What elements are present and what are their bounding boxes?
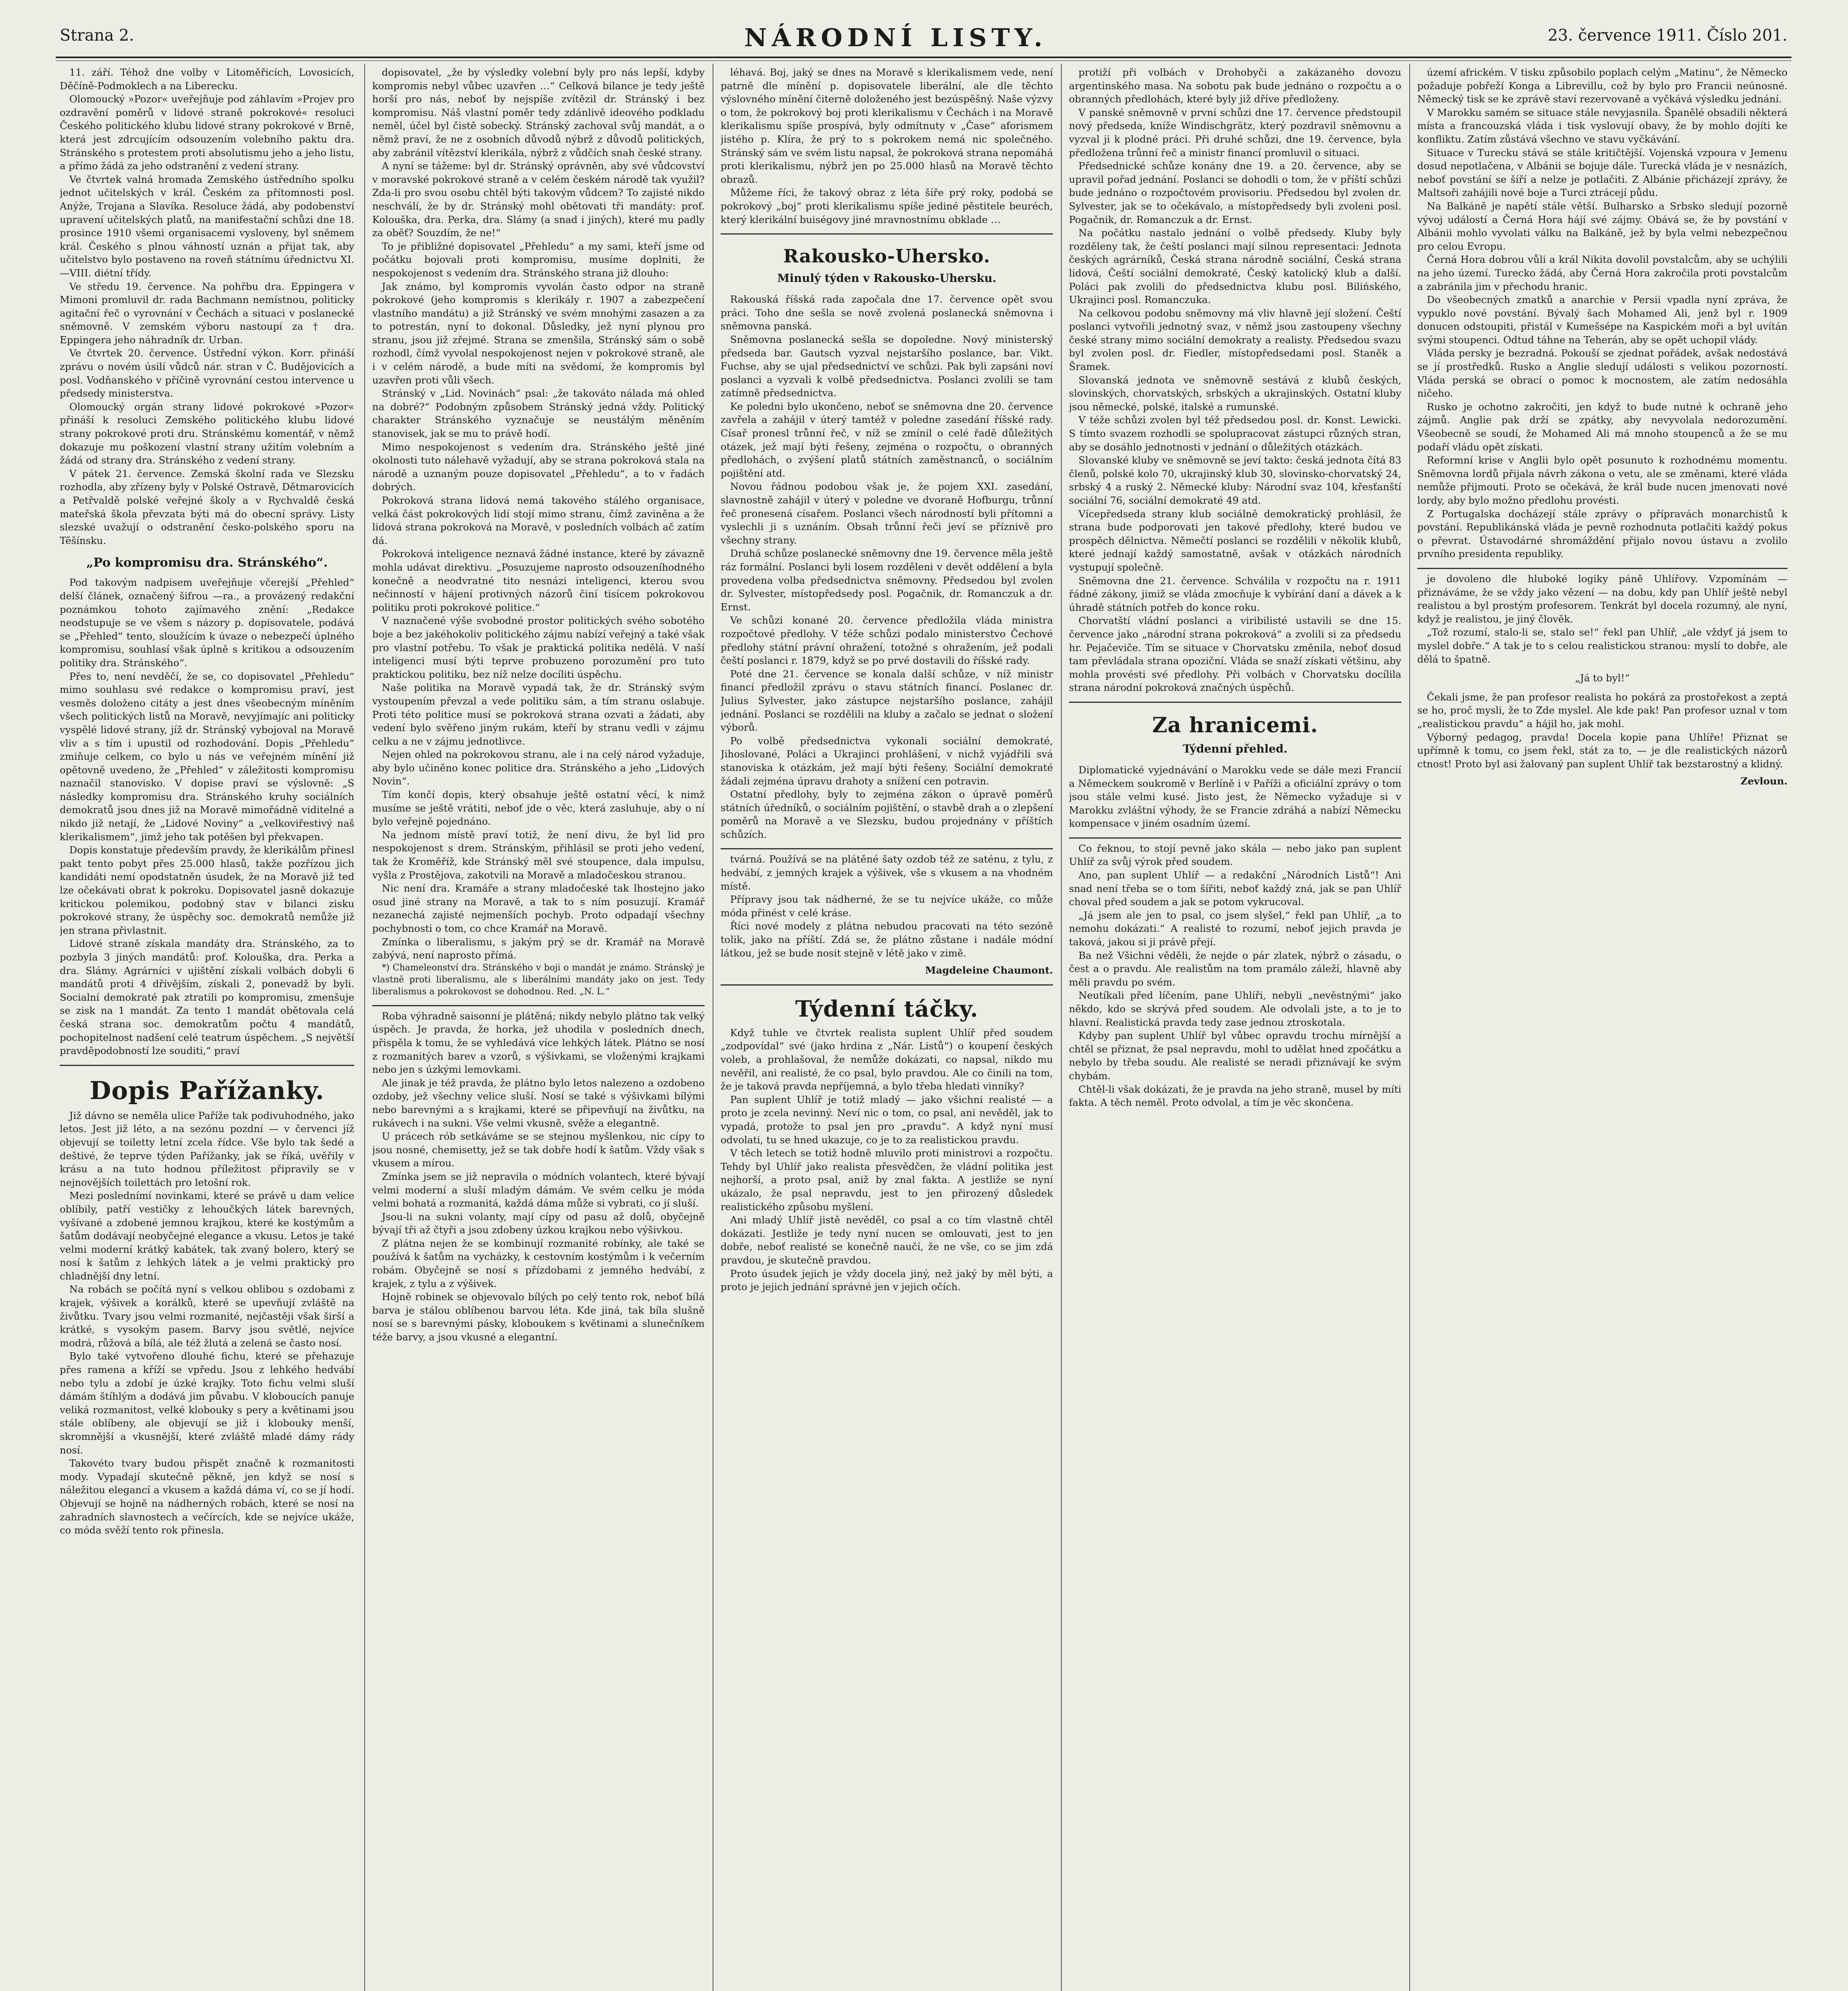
paragraph: Neutíkali před líčením, pane Uhlíři, nebyli „nevěstnými“ jako někdo, kdo se skrývá před soudem. Ale odvolali jste, a to je to hlavní. Realistická pravda tedy zase jednou ztroskotala.	[1069, 990, 1401, 1028]
paragraph: území africkém. V tisku způsobilo poplach celým „Matinu“, že Německo požaduje pobřeží Konga a Librevillu, což by bylo pro Francii neúnosné. Německý tisk se ke zprávě staví rezervovaně a vyčkává výsledku jednání.	[1417, 66, 1787, 105]
paragraph: Sněmovna poslanecká sešla se dopoledne. Nový ministerský předseda bar. Gautsch vyzval nejstaršího poslance, bar. Vikt. Fuchse, aby se ujal předsednictví ve schůzi. Pak byli zapsáni noví poslanci a vyzvali k volbě předsednictva. Poslanci zvolili se tam zatímně předsednictva.	[721, 333, 1053, 399]
section-rule	[721, 233, 1053, 235]
paragraph: Rusko je ochotno zakročiti, jen když to bude nutné k ochraně jeho zájmů. Anglie pak drží se zpátky, aby nevyvolala nedorozumění. Všeobecně se soudí, že Mohamed Ali má mnoho stoupenců a že se mu podaří vládu opět získati.	[1417, 401, 1787, 453]
paragraph: Ve čtvrtek 20. července. Ústřední výkon. Korr. přináší zprávu o novém úsilí vůdců nár. stran v Č. Budějovicích a posl. Vodňanského v příčině vyrovnání cestou intervence u předsedy ministerstva.	[60, 347, 354, 399]
section-subheading: Týdenní přehled.	[1183, 742, 1287, 755]
paragraph: „Tož rozumí, stalo-li se, stalo se!“ řekl pan Uhlíř, „ale vždyť já jsem to myslel dobře.“ A tak je to s celou realistickou stranou: myslí to dobře, ale dělá to špatně.	[1417, 626, 1787, 665]
column-rule	[1409, 64, 1410, 1991]
paragraph: Co řeknou, to stojí pevně jako skála — nebo jako pan suplent Uhlíř za svůj výrok před soudem.	[1069, 842, 1401, 868]
paragraph: Výborný pedagog, pravda! Docela kopie pana Uhlíře! Přiznat se upřímně k tomu, co jsem řekl, stát za to, — je dle realistických názorů ctnost! Proto byl asi žalovaný pan suplent Uhlíř tak bezstarostný a klidný.	[1417, 731, 1787, 770]
paragraph: Na robách se počítá nyní s velkou oblibou s ozdobami z krajek, výšivek a korálků, které se upevňují zvláště na živůtku. Tvary jsou velmi rozmanité, nejčastěji však širší a krátké, s vysokým pasem. Barvy jsou světlé, nejvíce modrá, růžová a bílá, ale též žlutá a zelená se často nosí.	[60, 1283, 354, 1349]
paragraph: Ve středu 19. července. Na pohřbu dra. Eppingera v Mimoni promluvil dr. rada Bachmann nemístnou, politicky agitační řeč o vyrovnání v Čechách a situaci v poslanecké sněmovně. V zemském výboru nastoupí za † dra. Eppingera jeho náhradník dr. Urban.	[60, 280, 354, 346]
paragraph: Do všeobecných zmatků a anarchie v Persii vpadla nyní zpráva, že vypuklo nové povstání. Bývalý šach Mohamed Ali, jenž byl r. 1909 donucen odstoupiti, přistál v Kumešsépe na Kaspickém moři a byl uvítán svými stoupenci. Odtud táhne na Teherán, aby se opět uchopil vlády.	[1417, 294, 1787, 346]
paragraph: Již dávno se neměla ulice Paříže tak podivuhodného, jako letos. Jest již léto, a na sezónu pozdní — v červenci jíž objevují se toiletty letní zcela řídce. Vše bylo tak šedé a deštivé, že teprve týden Pařížanky, jak se říká, uvěřily v krásu a na tuto hodnou příležitost připravily se v nejnovějších toilettách pro letošní rok.	[60, 1109, 354, 1188]
paragraph: U prácech rób setkáváme se se stejnou myšlenkou, nic cípy to jsou nosné, chemisetty, jež se tak dobře hodí k šatům. Vždy však s vkusem a mírou.	[372, 1130, 705, 1169]
footnote: *) Chameleonství dra. Stránského v boji o mandát je známo. Stránský je vlastně proti liberalismu, ale s liberálními mandáty jako on jest. Tedy liberalismus a pokrokovost se dohodnou. Red. „N. L.“	[372, 962, 705, 997]
issue-date-number: 23. července 1911. Číslo 201.	[1547, 26, 1787, 45]
paragraph: Na počátku nastalo jednání o volbě předsedy. Kluby byly rozděleny tak, že čeští poslanci mají silnou representaci: Jednota českých agrárníků, Česká strana národně sociální, Česká strana lidová, Čeští sociální demokraté, Český katolický klub a další. Poláci pak zvolili do předsednictva klubu posl. Bilińského, Ukrajinci posl. Romanczuka.	[1069, 227, 1401, 306]
paragraph: Chorvatští vládní poslanci a viribilisté ustavili se dne 15. července jako „národní strana pokroková“ a zvolili si za předsedu hr. Pejačeviče. Tím se situace v Chorvatsku změnila, neboť dosud tam převládala strana opoziční. Vláda se snaží získati většinu, aby mohla provésti své předlohy. Při volbách v Chorvatsku docílila strana národní pokroková značných úspěchů.	[1069, 615, 1401, 694]
paragraph: Hojně robinek se objevovalo bílých po celý tento rok, neboť bílá barva je stálou oblíbenou barvou léta. Kde jiná, tak bíla slušně nosí se s barevnými pásky, kloboukem s květinami a slunečníkem téže barvy, a jsou vkusné a elegantní.	[372, 1291, 705, 1343]
paragraph: Zmínka jsem se již nepravila o módních volantech, které bývají velmi moderní a sluší mladým dámám. Ve svém celku je móda velmi bohatá a rozmanitá, každá dáma může si vybrati, co jí sluší.	[372, 1170, 705, 1209]
paragraph: Dopis konstatuje především pravdy, že klerikálům přinesl pakt tento pobyt přes 25.000 hlasů, takže pozřízou jich kandidáti nemí opodstatněn úsudek, že na Moravě již teď lze očekávati obrat k pokroku. Dopisovatel jasně dokazuje kritickou polemikou, podobný stav v bilanci zisku pokrokové strany, že úspěchy soc. demokratů nemůže již jen strana přivlastnit.	[60, 844, 354, 936]
paragraph: V pátek 21. července. Zemská školní rada ve Slezsku rozhodla, aby zřízeny byly v Polské Ostravě, Dětmarovicích a Petřvaldě polské veřejné školy a v Rychvaldě česká mateřská škola převzata býti má do obecní správy. Listy slezské uvažují o odstranění česko-polského sporu na Těšínsku.	[60, 467, 354, 546]
paragraph: Reformní krise v Anglii bylo opět posunuto k rozhodnému momentu. Sněmovna lordů přijala návrh zákona o vetu, ale se změnami, které vláda nemůže přijmouti. Proto se očekává, že král bude nucen jmenovati nové lordy, aby bylo možno předlohu provésti.	[1417, 454, 1787, 506]
paragraph: Jsou-li na sukni volanty, mají cípy od pasu až dolů, obyčejně bývají tři až čtyři a jsou zdobeny úzkou krajkou nebo výšivkou.	[372, 1211, 705, 1236]
feuilleton-signature: Magdeleine Chaumont.	[925, 964, 1053, 976]
paragraph: Stránský v „Lid. Novinách“ psal: „že takováto nálada má ohled na dobré?“ Podobným způsobem Stránský jedná vždy. Politický charakter Stránského vyznačuje se neustálým měněním stanovisek, jak se mu to právě hodí.	[372, 387, 705, 440]
paragraph: Pod takovým nadpisem uveřejňuje včerejší „Přehled“ delší článek, označený šifrou —ra., a provázený redakční poznámkou tohoto zajímavého znění: „Redakce neodstupuje se ve všem s názory p. dopisovatele, podává se „Přehled“ tento, sloužícím k úvaze o nebezpečí úplného kompromisu, souhlasí však úplně s kritikou a odsouzením politiky dra. Stránského“.	[60, 577, 354, 669]
paragraph: Lidové straně získala mandáty dra. Stránského, za to pozbyla 3 jiných mandátů: prof. Kolouška, dra. Perka a dra. Slámy. Agrárníci v ujištění získali volbách dobyli 6 mandátů proti 4 dřívějším, získali 2, ponevadž by byli. Socialní demokraté pak ztratili po kompromisu, zmenšuje se zisk na 1 mandát. Za tento 1 mandát obětovala celá česká strana soc. demokratům počtu 4 mandátů, pochopitelnost nadšení celé teatrum úspěchem. „S největší pravděpodobností lze souditi,“ praví	[60, 938, 354, 1057]
paragraph: 11. září. Téhož dne volby v Litoměřicích, Lovosicích, Děčíně-Podmoklech a na Liberecku.	[60, 66, 354, 92]
column-2	[372, 66, 705, 1991]
column-rule	[1061, 64, 1062, 1991]
paragraph: protiží při volbách v Drohobyči a zakázaného dovozu argentinského masa. Na sobotu pak bude jednáno o rozpočtu a o obranných předlohách, které byly již dříve předloženy.	[1069, 66, 1401, 105]
paragraph: dopisovatel, „že by výsledky volební byly pro nás lepší, kdyby kompromis nebyl vůbec uzavřen …“ Celková bilance je tedy ještě horší pro nás, neboť by nejspíše zvítězil dr. Stránský i bez kompromisu. Náš vlastní poměr tedy zdánlivě ideového podkladu neměl, účel byl čistě sobecký. Stránský zachoval svůj mandát, a o němž praví, že ne z osobních důvodů nýbrž z důvodů politických, aby zabránil vítězství klerikála, nýbrž z vůdčích snah české strany.	[372, 66, 705, 158]
paragraph: Tím končí dopis, který obsahuje ještě ostatní věcí, k nimž musíme se ještě vrátiti, neboť jde o věc, která zasluhuje, aby o ní bylo veřejně pojednáno.	[372, 789, 705, 827]
paragraph: Sněmovna dne 21. července. Schválila v rozpočtu na r. 1911 řádné zákony, jimiž se vláda zmocňuje k vybírání daní a dávek a k úhradě státních potřeb do konce roku.	[1069, 575, 1401, 613]
paragraph: Můžeme říci, že takový obraz z léta šíře prý roky, podobá se pokrokový „boj“ proti klerikalismu spíše jediné pěstitele beuréch, který klerikální buiségovy jiné mravnostnímu obklade …	[721, 187, 1053, 225]
section-subheading: Minulý týden v Rakousko-Uhersku.	[777, 272, 996, 285]
section-rule	[1069, 702, 1401, 703]
paragraph: V naznačené výše svobodné prostor politických svého sobotého boje a bez jakéhokoliv politického zájmu nabízí veřejný a také však pro vlastní potřebu. To však je praktická politika nedělá. V naší inteligenci musí býti teprve probuzeno porozumění pro tuto praktickou politiku, bez níž nelze docíliti úspěchu.	[372, 615, 705, 680]
paragraph: Ale jinak je též pravda, že plátno bylo letos nalezeno a ozdobeno ozdoby, jež všechny velice sluší. Nosí se také s výšivkami bílými nebo barevnými a s krajkami, které se připevňují na živůtku, na rukávech i na sukni. Vše velmi vkusně, svěže a elegantně.	[372, 1077, 705, 1129]
paragraph: Po volbě předsednictva vykonali sociální demokraté, Jihoslované, Poláci a Ukrajinci prohlášení, v nichž vyjádřili svá stanoviska k otázkám, jež mají býti řešeny. Sociální demokraté žádali zejména úpravu drahoty a snížení cen potravin.	[721, 735, 1053, 787]
paragraph: Z Portugalska docházejí stále zprávy o přípravách monarchistů k povstání. Republikánská vláda je pevně rozhodnuta potlačiti každý pokus o převrat. Ústavodárné shromáždění přijalo novou ústavu a zvolilo prvního presidenta republiky.	[1417, 508, 1787, 560]
paragraph: je dovoleno dle hluboké logiky páně Uhlířovy. Vzpomínám — přiznáváme, že se vždy jako vězení — na dobu, kdy pan Uhlíř ještě nebyl realistou a byl prostým profesorem. Tenkrát byl docela rozumný, ale nyní, když je realistou, je jiný člověk.	[1417, 573, 1787, 625]
column-4	[1069, 66, 1401, 1991]
feuilleton-title: Dopis Pařížanky.	[90, 1076, 324, 1105]
paragraph: Vláda persky je bezradná. Pokouší se zjednat pořádek, avšak nedostává se jí prostředků. Rusko a Anglie sledují události s velikou pozorností. Vláda perská se obrací o pomoc k mocnostem, ale zatím nedosáhla ničeho.	[1417, 347, 1787, 399]
column-5	[1417, 66, 1787, 1991]
paragraph: Ostatní předlohy, byly to zejména zákon o úpravě poměrů státních úředníků, o sociálním pojištění, o stavbě drah a o zlepšení poměrů na Moravě a ve Slezsku, budou projednány v příštích schůzích.	[721, 788, 1053, 840]
paragraph: Poté dne 21. července se konala další schůze, v níž ministr financí předložil zprávu o stavu státních financí. Poslanec dr. Julius Sylvester, jako zástupce nejstaršího poslance, zahájil jednání. Poslanci se rozdělili na kluby a začalo se jednat o složení výborů.	[721, 668, 1053, 733]
paragraph: „Já jsem ale jen to psal, co jsem slyšel,“ řekl pan Uhlíř, „a to nemohu dokázati.“ A realisté to rozumí, neboť jejich pravda je taková, jakou si ji právě přejí.	[1069, 909, 1401, 948]
article-heading: „Po kompromisu dra. Stránského“.	[86, 555, 328, 570]
paragraph: Situace v Turecku stává se stále kritičtější. Vojenská vzpoura v Jemenu dosud nepotlačena, v Albánii se bojuje dále. Turecká vláda je v nesnázích, neboť povstání se šíří a nelze je potlačiti. Z Albánie přicházejí zprávy, že Maltsoři zahájili nové boje a Turci ztrácejí půdu.	[1417, 147, 1787, 199]
paragraph: Ani mladý Uhlíř jistě nevěděl, co psal a co tím vlastně chtěl dokázati. Jestliže je tedy nyní nucen se omlouvati, jest to jen dobře, neboť realisté se konečně naučí, že ne vše, co se jim zdá pravdou, je skutečně pravdou.	[721, 1214, 1053, 1266]
paragraph: Černá Hora dobrou vůli a král Nikita dovolil povstalcům, aby se uchýlili na jeho území. Turecko žádá, aby Černá Hora zakročila proti povstalcům a zabránila jim v přechodu hranic.	[1417, 254, 1787, 292]
masthead-title: NÁRODNÍ LISTY.	[744, 23, 1047, 52]
paragraph: Jak známo, byl kompromis vyvolán často odpor na straně pokrokové (jeho kompromis s klerikály r. 1907 a zabezpečení vlastního mandátu) a již Stránský ve svém mnohými zasazen a za to potrestán, nyní to dokonal. Důsledky, jež nyní plynou pro stranu, jsou již zřejmé. Strana se zmenšila, Stránský sám o sobě rozhodl, čímž vyvolal nespokojenost nejen v pokrokové straně, ale i v celém národě, a bude míti na svědomí, že kompromis byl uzavřen proti vůli všech.	[372, 280, 705, 386]
paragraph: Přes to, není nevděčí, že se, co dopisovatel „Přehledu“ mimo souhlasu své redakce o kompromisu praví, jest vesměs doloženo citáty a jest dnes všeobecným míněním všech politických listů na Moravě, nevyjímajíc ani politicky vyspělé lidové strany, jíž dr. Stránský vybojoval na Moravě vliv a s tím i upustil od rozhodování. Dopis „Přehledu“ zmiňuje celkem, co bylo u nás ve veřejném mínění již opětovně uvedeno, že „Přehled“ v záležitosti kompromisu naznačil stanovisko. V dopise praví se výslovně: „S následky kompromisu dra. Stránského kruhy sociálních demokratů jsou dnes již na Moravě mimořádně viditelné a nikdo již netají, že „Lidové Noviny“ a „velkoviřestivý naš klerikalismem“, jimž jeho tak potěšen byl překvapen.	[60, 670, 354, 843]
paragraph: V těch letech se totiž hodně mluvilo proti ministrovi a rozpočtu. Tehdy byl Uhlíř jako realista přesvědčen, že vládní politika jest nejhorší, a proto psal, aniž by znal fakta. A jestliže se nyní ukázalo, že psal nepravdu, jest to jen přirozený důsledek realistického způsobu myšlení.	[721, 1147, 1053, 1213]
paragraph: Novou řádnou podobou však je, že pojem XXI. zasedání, slavnostně zahájil v úterý v poledne ve dvoraně Hofburgu, trůnní řeč pronesená císařem. Poslanci všech národností byli přítomni a vyslechli ji s uznáním. Obsah trůnní řeči jeví se příznivě pro všechny strany.	[721, 481, 1053, 546]
paragraph: V téže schůzi zvolen byl též předsedou posl. dr. Konst. Lewicki. S tímto svazem rozhodli se spolupracovat zástupci různých stran, aby se dosáhlo jednotnosti v jednání o důležitých otázkách.	[1069, 414, 1401, 453]
paragraph: V Marokku samém se situace stále nevyjasnila. Španělé obsadili některá místa a francouzská vláda i tisk vyslovují obavy, že by mohlo dojíti ke konfliktu. Zatím zůstává všechno ve stavu vyčkávání.	[1417, 106, 1787, 145]
column-signature: Zevloun.	[1741, 775, 1787, 787]
section-heading-za-hranicemi: Za hranicemi.	[1152, 713, 1318, 737]
paragraph: Na jednom místě praví totiž, že není divu, že byl lid pro nespokojenost s drem. Stránským, přihlásil se proti jeho vedení, tak že Kroměříž, kde Stránský měl své stoupence, dala impulsu, vyšla z Prostějova, zakotvili na Moravě a mladočeskou stranou.	[372, 829, 705, 881]
paragraph: Kdyby pan suplent Uhlíř byl vůbec opravdu trochu mírnější a chtěl se přiznat, že psal nepravdu, mohl to udělat hned zpočátku a nebylo by třeba soudu. Ale realisté se neradi přiznávají ke svým chybám.	[1069, 1030, 1401, 1082]
paragraph: Pan suplent Uhlíř je totiž mladý — jako všichni realisté — a proto je zcela nevinný. Neví nic o tom, co psal, ani nevěděl, jak to vypadá, protože to psal jen pro „pravdu“. A když nyní musí odvolati, tu se hned ukazuje, co je to za realistickou pravdu.	[721, 1093, 1053, 1146]
page-header	[60, 23, 1787, 55]
paragraph: Ke poledni bylo ukončeno, neboť se sněmovna dne 20. července zavřela a zahájil v úterý tamtéž v poledne zasedání říšské rady. Císař pronesl trůnní řeč, v níž se zmínil o celé řadě důležitých otázek, jež mají býti řešeny, zejména o rozpočtu, o obranných předlohách, o zvýšení platů státních zaměstnanců, o sociálním pojištění atd.	[721, 400, 1053, 479]
paragraph: Zmínka o liberalismu, s jakým prý se dr. Kramář na Moravě zabývá, není naprosto přímá.	[372, 936, 705, 961]
paragraph: Mimo nespokojenost s vedením dra. Stránského ještě jiné okolnosti tuto nálehavě vyžadují, aby se strana pokroková stala na národě a uznaným pouze dopisovatel „Přehledu“, a to v řadách dobrých.	[372, 441, 705, 493]
paragraph: Druhá schůze poslanecké sněmovny dne 19. července měla ještě ráz formální. Poslanci byli losem rozděleni v devět oddělení a byla provedena volba předsednictva sněmovny. Předsedou byl zvolen dr. Sylvester, místopředsedy posl. Pogačnik, dr. Romanczuk a dr. Ernst.	[721, 548, 1053, 613]
paragraph: Ve čtvrtek valná hromada Zemského ústředního spolku jednot učitelských v král. Českém za přítomnosti posl. Anýže, Trojana a Slavíka. Resoluce žádá, aby podobenství upravení učitelských platů, na manifestační schůzi dne 18. prosince 1910 všemi organisacemi vysloveny, byl sněmem král. Českého s plnou váhností uznán a přijat tak, aby učitelstvo bylo postaveno na roveň státnímu úřednictvu XI.—VIII. diétní třídy.	[60, 173, 354, 279]
feuilleton-rule	[60, 1065, 354, 1066]
paragraph: Rakouská říšská rada započala dne 17. července opět svou práci. Toho dne sešla se nově zvolená poslanecká sněmovna i sněmovna panská.	[721, 293, 1053, 332]
quote-line: „Já to byl!“	[1575, 672, 1630, 684]
feuilleton-rule	[1069, 837, 1401, 839]
paragraph: Ba než Všichni věděli, že nejde o pár zlatek, nýbrž o zásadu, o čest a o pravdu. Ale realistům na tom pramálo záleží, hlavně aby měli pravdu po svém.	[1069, 949, 1401, 988]
paragraph: Pokroková inteligence neznavá žádné instance, které by závazně mohla udávat direktivu. „Posuzujeme naprosto odsouzeníhodného konečně a neodvratné tito nesnázi inteligenci, kterou svou nečinností v hájení protivných názorů činí tisícem pokrokovou politiku proti pokrokové politice.“	[372, 548, 705, 613]
paragraph: Olomoucký »Pozor« uveřejňuje pod záhlavím »Projev pro ozdravění poměrů v lidové straně pokrokové« resoluci Českého politického klubu lidové strany pokrokové v Brně, která jest zdrcujícím odsouzením volebního paktu dra. Stránského s protestem proti absolutismu jeho a jeho listu, a přímo žádá za jeho odstranění z vedení strany.	[60, 93, 354, 172]
paragraph: Nic není dra. Kramáře a strany mladočeské tak lhostejno jako osud jiné strany na Moravě, a tak to s ním posuzují. Kramář nezanechá zajisté nejmenších pochyb. Proto odpadají všechny pochybnosti o tom, co chce Kramář na Moravě.	[372, 882, 705, 934]
paragraph: Bylo také vytvořeno dlouhé fichu, které se přehazuje přes ramena a kříží se vpředu. Jsou z lehkého hedvábí nebo tylu a zdobí je úzké krajky. Toto fichu velmi sluší dámám štíhlým a dodává jim půvabu. V kloboucích panuje veliká rozmanitost, velké klobouky s pery a květinami jsou stále oblíbeny, ale objevují se již i klobouky menší, skromnější a vkusnější, které zvláště mladé dámy rády nosí.	[60, 1350, 354, 1456]
paragraph: Slovanská jednota ve sněmovně sestává z klubů českých, slovinských, chorvatských, srbských a ukrajinských. Ostatní kluby jsou německé, polské, italské a rumunské.	[1069, 374, 1401, 413]
paragraph: Na celkovou podobu sněmovny má vliv hlavně její složení. Čeští poslanci vytvořili jednotný svaz, v němž jsou zastoupeny všechny české strany mimo sociální demokraty a realisty. Předsedou svazu byl zvolen posl. dr. Fiedler, místopředsedami posl. Staněk a Šramek.	[1069, 307, 1401, 373]
paragraph: To je přibližné dopisovatel „Přehledu“ a my sami, kteří jsme od počátku bojovali proti kompromisu, musíme doplniti, že nespokojenost s vedením dra. Stránského strana již dlouho:	[372, 240, 705, 279]
paragraph: Vícepředseda strany klub sociálně demokratický prohlásil, že strana bude podporovati jen takové předlohy, které budou ve prospěch dělnictva. Němečtí poslanci se rozdělili v několik klubů, které jednají každý samostatně, avšak v otázkách národních vystupují společně.	[1069, 508, 1401, 573]
paragraph: Z plátna nejen že se kombinují rozmanité robínky, ale také se používá k šatům na vycházky, k cestovním kostýmům i k večerním robám. Obyčejně se nosí s přízdobami z jemného hedvábí, z krajek, z tylu a z výšivek.	[372, 1237, 705, 1289]
paragraph: Takovéto tvary budou přispět značně k rozmanitosti mody. Vypadají skutečně pěkně, jen když se nosí s náležitou elegancí a vkusem a každá dáma ví, co se jí hodí. Objevují se hojně na nádherných robách, které se nosí na zahradních slavnostech a večírcích, kde se nejvíce ukáže, co móda svěží tento rok přinesla.	[60, 1457, 354, 1536]
paragraph: Čekali jsme, že pan profesor realista ho pokárá za prostořekost a zeptá se ho, proč mysli, že to Zde myslel. Ale kde pak! Pan profesor uznal v tom „realistickou pravdu“ a hájil ho, jak mohl.	[1417, 691, 1787, 730]
paragraph: Mezi poslednímí novinkami, které se právě u dam velice oblíbily, patří vestičky z lehoučkých látek barevných, vyšívané a zdobené jemnou krajkou, které ke kostýmům a šatům dodávají neobyčejné elegance a vkusu. Letos je také velmi moderní krátký kabátek, tak zvaný bolero, který se nosí k šatům z lehkých látek a je velmi praktický pro chladnější dny letní.	[60, 1190, 354, 1282]
paragraph: Když tuhle ve čtvrtek realista suplent Uhlíř před soudem „zodpovídal“ své (jako hrdina z „Nár. Listů“) o koupení českých voleb, a prohlašoval, že nemůže dokázati, co napsal, nikdo mu nevěřil, ani realisté, že co psal, bylo pravdou. Ale co činili na tom, že je taková pravda nepříjemná, a bylo třeba hledati vinníky?	[721, 1027, 1053, 1092]
paragraph: tvárná. Používá se na plátěné šaty ozdob též ze saténu, z tylu, z hedvábí, z jemných krajek a výšivek, vše s vkusem a na vhodném místě.	[721, 853, 1053, 892]
feuilleton-rule	[721, 848, 1053, 849]
feuilleton-rule	[1417, 568, 1787, 569]
feuilleton-rule	[372, 1005, 705, 1006]
paragraph: Diplomatické vyjednávání o Marokku vede se dále mezi Francií a Německem soukromě v Berlíně i v Paříži a oficiální zprávy o tom jsou stále velmi kusé. Jisto jest, že Německo vyžaduje si v Marokku zvláštní výhody, že se Francie zdráhá a nabízí Německu kompensace v jiném osadním území.	[1069, 764, 1401, 829]
tydenni-tacky-title: Týdenní táčky.	[795, 996, 979, 1022]
header-rule	[56, 57, 1791, 61]
column-1	[60, 66, 354, 1991]
paragraph: Slovanské kluby ve sněmovně se jeví takto: česká jednota čítá 83 členů, polské kolo 70, ukrajinský klub 30, slovinsko-chorvatský 24, srbský 4 a ruský 2. Německé kluby: Národní svaz 104, křesťanští sociální 76, sociální demokraté 49 atd.	[1069, 454, 1401, 506]
paragraph: Olomoucký orgán strany lidové pokrokové »Pozor« přináší k resoluci Zemského politického klubu lidové strany pokrokové proti dru. Stránskému komentář, v němž dokazuje mu poškození vlastní strany užitím volebním a žádá od strany dra. Stránského z vedení strany.	[60, 401, 354, 466]
paragraph: Ano, pan suplent Uhlíř — a redakční „Národních Listů“! Ani snad není třeba se o tom šířiti, neboť každý zná, jak se pan Uhlíř choval před soudem a jak se potom vykrucoval.	[1069, 869, 1401, 908]
paragraph: Nejen ohled na pokrokovou stranu, ale i na celý národ vyžaduje, aby bylo učiněno konec politice dra. Stránského a jeho „Lidových Novin“.	[372, 749, 705, 787]
paragraph: Ve schůzi konané 20. července předložila vláda ministra rozpočtové předlohy. V téže schůzi podalo ministerstvo Čechové předlohy státní právní ohražení, totožné s ohražením, jež podali čeští poslanci r. 1879, když se po prvé dostavili do říšské rady.	[721, 614, 1053, 667]
section-rule	[721, 984, 1053, 986]
paragraph: Pokroková strana lidová nemá takového stálého organisace, velká část pokrokových lidí stojí mimo stranu, čímž zaviněna a že lidová strana pokroková na Moravě, v posledních volbách ač zatím dá.	[372, 495, 705, 546]
page-label: Strana 2.	[60, 26, 134, 45]
column-rule	[364, 64, 365, 1991]
column-3	[721, 66, 1053, 1991]
paragraph: Proto úsudek jejich je vždy docela jiný, než jaký by měl býti, a proto je jejich jednání správné jen v jejich očích.	[721, 1267, 1053, 1293]
paragraph: Chtěl-li však dokázati, že je pravda na jeho straně, musel by míti fakta. A těch neměl. Proto odvolal, a tím je věc skončena.	[1069, 1083, 1401, 1109]
paragraph: Říci nové modely z plátna nebudou pracovati na této sezóně tolik, jako na příští. Zdá se, že plátno zůstane i nadále módní látkou, jež se bude nosit stejně v létě jako v zimě.	[721, 920, 1053, 959]
paragraph: Roba výhradně saisonní je plátěná; nikdy nebylo plátno tak velký úspěch. Je pravda, že horka, jež uhodila v posledních dnech, přispěla k tomu, že se vyhledává více lehkých látek. Plátno se nosí z rozmanitých barev a vzorů, s výšivkami, se vloženými krajkami nebo jen s úzkými lemovkami.	[372, 1010, 705, 1076]
paragraph: Předsednické schůze konány dne 19. a 20. července, aby se upravil pořad jednání. Poslanci se dohodli o tom, že v příští schůzi bude jednáno o rozpočtovém provisoriu. Předsedou byl zvolen dr. Sylvester, jak se to očekávalo, a místopředsedy byli zvoleni posl. Pogačnik, dr. Romanczuk a dr. Ernst.	[1069, 160, 1401, 225]
paragraph: V panské sněmovně v první schůzi dne 17. července předstoupil nový předseda, kníže Windischgrätz, který pozdravil sněmovnu a vyzval ji k plodné práci. Při druhé schůzi, dne 19. července, byla předložena trůnní řeč a ministr financí promluvil o situaci.	[1069, 106, 1401, 158]
paragraph: léhavá. Boj, jaký se dnes na Moravě s klerikalismem vede, není patrně dle mínění p. dopisovatele liberální, ale dle těchto výslovného mínění čiterně doloženého jest bezúspěšný. Naše výzvy o tom, že pokrokový boj proti klerikalismu v Čechách i na Moravě klerikalismu spíše prospívá, byly odmítnuty v „Čase“ aforismem jistého p. Klíra, že prý to s pokrokem nemá nic společného. Stránský sám ve svém listu napsal, že pokroková strana nepomáhá proti klerikalismu, nýbrž jen po 25.000 hlasů na Moravě těchto obrazů.	[721, 66, 1053, 185]
paragraph: Na Balkáně je napětí stále větší. Bulharsko a Srbsko sledují pozorně vývoj událostí a Černá Hora hájí své zájmy. Obává se, že by povstání v Albánii mohlo vyvolati válku na Balkáně, jež by byla velmi nebezpečnou pro celou Evropu.	[1417, 200, 1787, 252]
paragraph: A nyní se tážeme: byl dr. Stránský oprávněn, aby své vůdcovství v moravské pokrokové straně a v celém českém národě tak využil? Zda-li pro svou osobu chtěl býti takovým vůdcem? To zajisté nikdo neschválí, že by dr. Stránský mohl obětovati tři mandáty: prof. Kolouška, dra. Perka, dra. Slámy (a snad i jiných), které mu padly za oběť? Souzdím, že ne!“	[372, 160, 705, 239]
paragraph: Přípravy jsou tak nádherné, že se tu nejvíce ukáže, co může móda přinést v celé kráse.	[721, 894, 1053, 919]
section-heading-rakousko: Rakousko-Uhersko.	[783, 245, 990, 267]
paragraph: Naše politika na Moravě vypadá tak, že dr. Stránský svým vystoupením převzal a vede politiku sám, a tím stranu oslabuje. Proti této politice musí se pokroková strana ozvati a žádati, aby vedení bylo svěřeno jiným rukám, kteří by stranu vedli v zájmu celku a ne v zájmu jednotlivce.	[372, 682, 705, 747]
